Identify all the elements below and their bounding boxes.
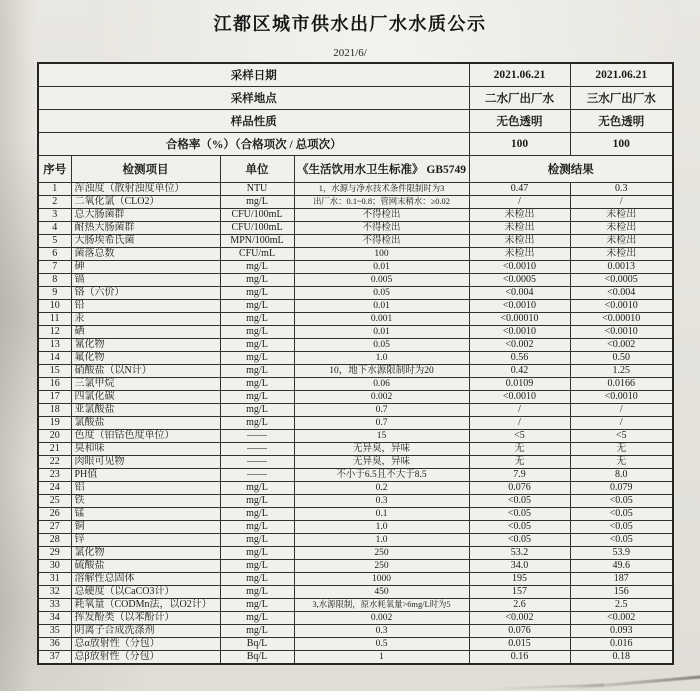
- row-result-plant2: <0.05: [469, 508, 570, 521]
- row-result-plant3: /: [570, 404, 673, 417]
- row-number: 11: [38, 313, 71, 326]
- row-item-name: 砷: [71, 261, 220, 274]
- row-result-plant3: 0.3: [570, 183, 673, 196]
- row-unit: Bq/L: [220, 651, 294, 665]
- row-item-name: 硝酸盐（以N计）: [71, 365, 220, 378]
- table-row: [38, 482, 673, 495]
- table-row: [38, 261, 673, 274]
- row-item-name: 溶解性总固体: [71, 573, 220, 586]
- row-result-plant3: <0.002: [570, 612, 673, 625]
- row-item-name: 总β放射性（分包）: [71, 651, 220, 665]
- row-result-plant2: 未检出: [469, 235, 570, 248]
- row-unit: mg/L: [220, 365, 294, 378]
- row-result-plant3: 0.50: [570, 352, 673, 365]
- row-number: 36: [38, 638, 71, 651]
- row-item-name: 铁: [71, 495, 220, 508]
- row-item-name: 总α放射性（分包）: [71, 638, 220, 651]
- row-unit: Bq/L: [220, 638, 294, 651]
- row-result-plant2: <0.05: [469, 495, 570, 508]
- row-number: 16: [38, 378, 71, 391]
- table-row: [38, 599, 673, 612]
- table-row: [38, 443, 673, 456]
- info-label: 合格率（%）（合格项次 / 总项次）: [38, 133, 469, 156]
- row-result-plant3: <0.05: [570, 508, 673, 521]
- row-result-plant3: 0.016: [570, 638, 673, 651]
- info-value-plant3: 2021.06.21: [570, 63, 673, 87]
- row-result-plant2: 无: [469, 456, 570, 469]
- row-standard: 0.05: [294, 287, 469, 300]
- row-standard: 0.7: [294, 417, 469, 430]
- row-result-plant3: <0.0010: [570, 391, 673, 404]
- row-unit: ——: [220, 443, 294, 456]
- row-result-plant2: <0.05: [469, 534, 570, 547]
- row-item-name: 氰化物: [71, 339, 220, 352]
- row-result-plant2: 0.015: [469, 638, 570, 651]
- row-result-plant2: 7.9: [469, 469, 570, 482]
- row-result-plant2: <5: [469, 430, 570, 443]
- row-standard: 0.002: [294, 612, 469, 625]
- row-standard: 无异臭，异味: [294, 443, 469, 456]
- row-result-plant3: /: [570, 196, 673, 209]
- row-result-plant3: 0.18: [570, 651, 673, 665]
- row-standard: 1: [294, 651, 469, 665]
- table-row: [38, 508, 673, 521]
- scan-edge-shadow: [562, 674, 700, 690]
- row-result-plant3: <0.0005: [570, 274, 673, 287]
- row-standard: 0.2: [294, 482, 469, 495]
- row-number: 3: [38, 209, 71, 222]
- row-standard: 0.06: [294, 378, 469, 391]
- row-item-name: 铬（六价）: [71, 287, 220, 300]
- row-unit: mg/L: [220, 495, 294, 508]
- table-row: [38, 326, 673, 339]
- row-standard: 1.0: [294, 521, 469, 534]
- row-standard: 0.005: [294, 274, 469, 287]
- row-result-plant3: 未检出: [570, 248, 673, 261]
- row-result-plant3: 无: [570, 456, 673, 469]
- water-quality-table: [37, 62, 674, 665]
- row-result-plant3: 49.6: [570, 560, 673, 573]
- row-result-plant2: <0.0005: [469, 274, 570, 287]
- row-standard: 3,水源限制，原水耗氧量>6mg/L时为5: [294, 599, 469, 612]
- row-result-plant3: 53.9: [570, 547, 673, 560]
- row-number: 27: [38, 521, 71, 534]
- row-standard: 250: [294, 547, 469, 560]
- table-row: [38, 456, 673, 469]
- row-standard: 450: [294, 586, 469, 599]
- row-result-plant3: 无: [570, 443, 673, 456]
- table-row: [38, 196, 673, 209]
- table-row: [38, 313, 673, 326]
- row-standard: 1.0: [294, 534, 469, 547]
- row-result-plant3: <0.0010: [570, 300, 673, 313]
- table-row: [38, 404, 673, 417]
- row-item-name: 亚氯酸盐: [71, 404, 220, 417]
- table-row: [38, 625, 673, 638]
- row-number: 12: [38, 326, 71, 339]
- row-standard: 0.7: [294, 404, 469, 417]
- row-number: 19: [38, 417, 71, 430]
- row-number: 28: [38, 534, 71, 547]
- row-item-name: 肉眼可见物: [71, 456, 220, 469]
- row-result-plant2: 0.42: [469, 365, 570, 378]
- row-result-plant3: 未检出: [570, 209, 673, 222]
- row-unit: CFU/100mL: [220, 222, 294, 235]
- row-number: 1: [38, 183, 71, 196]
- row-standard: 0.5: [294, 638, 469, 651]
- table-row: [38, 339, 673, 352]
- row-item-name: 铅: [71, 300, 220, 313]
- table-row: [38, 248, 673, 261]
- table-row: [38, 495, 673, 508]
- header-standard: 《生活饮用水卫生标准》 GB5749: [294, 156, 469, 183]
- row-result-plant2: <0.0010: [469, 391, 570, 404]
- info-row-sampling-date: [38, 63, 673, 87]
- row-result-plant2: <0.004: [469, 287, 570, 300]
- row-unit: mg/L: [220, 599, 294, 612]
- row-result-plant3: <0.05: [570, 521, 673, 534]
- row-unit: MPN/100mL: [220, 235, 294, 248]
- row-unit: mg/L: [220, 482, 294, 495]
- row-result-plant2: 0.56: [469, 352, 570, 365]
- row-unit: mg/L: [220, 547, 294, 560]
- row-standard: 100: [294, 248, 469, 261]
- row-standard: 0.3: [294, 495, 469, 508]
- row-number: 6: [38, 248, 71, 261]
- row-result-plant2: 未检出: [469, 248, 570, 261]
- row-unit: mg/L: [220, 287, 294, 300]
- table-row: [38, 287, 673, 300]
- row-number: 32: [38, 586, 71, 599]
- row-standard: 10，地下水源限制时为20: [294, 365, 469, 378]
- table-row: [38, 417, 673, 430]
- info-row-sample-nature: [38, 110, 673, 133]
- row-number: 21: [38, 443, 71, 456]
- row-standard: 0.01: [294, 326, 469, 339]
- row-standard: 0.01: [294, 261, 469, 274]
- page-title: 江都区城市供水出厂水水质公示: [213, 14, 487, 34]
- row-number: 18: [38, 404, 71, 417]
- header-result: 检测结果: [469, 156, 673, 183]
- row-item-name: 阴离子合成洗涤剂: [71, 625, 220, 638]
- row-unit: mg/L: [220, 326, 294, 339]
- row-item-name: 氯化物: [71, 547, 220, 560]
- header-unit: 单位: [220, 156, 294, 183]
- info-value-plant3: 三水厂出厂水: [570, 87, 673, 110]
- row-number: 31: [38, 573, 71, 586]
- row-result-plant2: <0.0010: [469, 326, 570, 339]
- row-result-plant2: 无: [469, 443, 570, 456]
- row-result-plant2: 157: [469, 586, 570, 599]
- table-row: [38, 573, 673, 586]
- info-value-plant2: 无色透明: [469, 110, 570, 133]
- row-number: 13: [38, 339, 71, 352]
- row-result-plant3: 1.25: [570, 365, 673, 378]
- table-row: [38, 521, 673, 534]
- row-number: 26: [38, 508, 71, 521]
- row-item-name: 锌: [71, 534, 220, 547]
- row-result-plant3: <5: [570, 430, 673, 443]
- row-result-plant3: <0.002: [570, 339, 673, 352]
- row-unit: mg/L: [220, 274, 294, 287]
- row-standard: 不小于6.5且不大于8.5: [294, 469, 469, 482]
- row-unit: mg/L: [220, 625, 294, 638]
- table-row: [38, 560, 673, 573]
- table-row: [38, 235, 673, 248]
- row-item-name: 汞: [71, 313, 220, 326]
- row-item-name: 镉: [71, 274, 220, 287]
- row-number: 17: [38, 391, 71, 404]
- row-item-name: 色度（铂钴色度单位）: [71, 430, 220, 443]
- row-standard: 不得检出: [294, 235, 469, 248]
- row-number: 5: [38, 235, 71, 248]
- row-result-plant2: 2.6: [469, 599, 570, 612]
- row-number: 35: [38, 625, 71, 638]
- row-unit: mg/L: [220, 378, 294, 391]
- info-value-plant3: 无色透明: [570, 110, 673, 133]
- row-item-name: 四氯化碳: [71, 391, 220, 404]
- row-number: 24: [38, 482, 71, 495]
- info-value-plant2: 2021.06.21: [469, 63, 570, 87]
- row-result-plant2: 0.076: [469, 625, 570, 638]
- row-result-plant2: 34.0: [469, 560, 570, 573]
- info-value-plant2: 二水厂出厂水: [469, 87, 570, 110]
- row-unit: mg/L: [220, 508, 294, 521]
- row-standard: 1，水源与净水技术条件限制时为3: [294, 183, 469, 196]
- row-result-plant3: 0.0166: [570, 378, 673, 391]
- row-unit: CFU/100mL: [220, 209, 294, 222]
- row-unit: mg/L: [220, 586, 294, 599]
- row-number: 8: [38, 274, 71, 287]
- row-number: 20: [38, 430, 71, 443]
- row-number: 15: [38, 365, 71, 378]
- row-unit: ——: [220, 430, 294, 443]
- row-result-plant2: <0.0010: [469, 261, 570, 274]
- row-item-name: 菌落总数: [71, 248, 220, 261]
- table-row: [38, 222, 673, 235]
- header-no: 序号: [38, 156, 71, 183]
- row-standard: 0.05: [294, 339, 469, 352]
- row-unit: mg/L: [220, 313, 294, 326]
- row-result-plant2: /: [469, 196, 570, 209]
- row-unit: mg/L: [220, 612, 294, 625]
- row-result-plant2: <0.05: [469, 521, 570, 534]
- row-standard: 无异臭，异味: [294, 456, 469, 469]
- row-unit: mg/L: [220, 573, 294, 586]
- row-result-plant3: <0.004: [570, 287, 673, 300]
- row-result-plant2: 0.076: [469, 482, 570, 495]
- row-result-plant2: /: [469, 404, 570, 417]
- row-item-name: 总硬度（以CaCO3计）: [71, 586, 220, 599]
- row-item-name: 耐热大肠菌群: [71, 222, 220, 235]
- row-result-plant3: 0.093: [570, 625, 673, 638]
- info-label: 采样地点: [38, 87, 469, 110]
- row-standard: 0.3: [294, 625, 469, 638]
- row-item-name: 铝: [71, 482, 220, 495]
- table-row: [38, 378, 673, 391]
- row-result-plant3: 未检出: [570, 235, 673, 248]
- table-row: [38, 534, 673, 547]
- row-result-plant2: 0.47: [469, 183, 570, 196]
- row-standard: 不得检出: [294, 222, 469, 235]
- row-unit: mg/L: [220, 404, 294, 417]
- row-number: 4: [38, 222, 71, 235]
- row-item-name: 二氧化氯（CLO2）: [71, 196, 220, 209]
- table-row: [38, 612, 673, 625]
- row-unit: mg/L: [220, 521, 294, 534]
- row-number: 9: [38, 287, 71, 300]
- row-unit: mg/L: [220, 352, 294, 365]
- row-result-plant2: 0.0109: [469, 378, 570, 391]
- row-result-plant3: 8.0: [570, 469, 673, 482]
- row-unit: mg/L: [220, 417, 294, 430]
- info-row-sampling-location: [38, 87, 673, 110]
- row-standard: 1.0: [294, 352, 469, 365]
- row-result-plant3: 0.079: [570, 482, 673, 495]
- row-result-plant3: <0.05: [570, 534, 673, 547]
- header-item: 检测项目: [71, 156, 220, 183]
- row-number: 2: [38, 196, 71, 209]
- row-item-name: 耗氧量（CODMn法，以O2计）: [71, 599, 220, 612]
- info-row-pass-rate: [38, 133, 673, 156]
- row-result-plant3: 156: [570, 586, 673, 599]
- table-row: [38, 547, 673, 560]
- row-unit: mg/L: [220, 339, 294, 352]
- row-unit: NTU: [220, 183, 294, 196]
- row-standard: 不得检出: [294, 209, 469, 222]
- row-result-plant2: 195: [469, 573, 570, 586]
- row-number: 23: [38, 469, 71, 482]
- row-item-name: 臭和味: [71, 443, 220, 456]
- table-row: [38, 638, 673, 651]
- info-value-plant3: 100: [570, 133, 673, 156]
- row-standard: 0.001: [294, 313, 469, 326]
- row-number: 10: [38, 300, 71, 313]
- row-result-plant3: /: [570, 417, 673, 430]
- row-result-plant3: 0.0013: [570, 261, 673, 274]
- row-result-plant2: <0.002: [469, 612, 570, 625]
- table-body: [38, 63, 673, 664]
- row-unit: mg/L: [220, 560, 294, 573]
- row-standard: 1000: [294, 573, 469, 586]
- row-number: 37: [38, 651, 71, 665]
- row-item-name: 大肠埃希氏菌: [71, 235, 220, 248]
- row-result-plant2: 0.16: [469, 651, 570, 665]
- row-unit: CFU/mL: [220, 248, 294, 261]
- row-result-plant3: 187: [570, 573, 673, 586]
- row-number: 30: [38, 560, 71, 573]
- row-result-plant2: 未检出: [469, 209, 570, 222]
- row-number: 25: [38, 495, 71, 508]
- row-result-plant3: 2.5: [570, 599, 673, 612]
- row-standard: 0.002: [294, 391, 469, 404]
- info-value-plant2: 100: [469, 133, 570, 156]
- row-result-plant2: 53.2: [469, 547, 570, 560]
- row-standard: 0.1: [294, 508, 469, 521]
- row-number: 29: [38, 547, 71, 560]
- row-result-plant2: <0.00010: [469, 313, 570, 326]
- table-row: [38, 365, 673, 378]
- row-result-plant3: <0.0010: [570, 326, 673, 339]
- info-label: 样品性质: [38, 110, 469, 133]
- row-result-plant2: 未检出: [469, 222, 570, 235]
- row-result-plant3: <0.05: [570, 495, 673, 508]
- row-unit: ——: [220, 456, 294, 469]
- row-number: 14: [38, 352, 71, 365]
- row-item-name: 硫酸盐: [71, 560, 220, 573]
- table-row: [38, 209, 673, 222]
- row-item-name: 三氯甲烷: [71, 378, 220, 391]
- row-number: 22: [38, 456, 71, 469]
- row-result-plant2: <0.0010: [469, 300, 570, 313]
- row-number: 34: [38, 612, 71, 625]
- row-standard: 250: [294, 560, 469, 573]
- table-row: [38, 183, 673, 196]
- row-item-name: 总大肠菌群: [71, 209, 220, 222]
- row-item-name: 挥发酚类（以苯酚计）: [71, 612, 220, 625]
- row-standard: 15: [294, 430, 469, 443]
- table-header-row: [38, 156, 673, 183]
- row-unit: mg/L: [220, 196, 294, 209]
- table-row: [38, 430, 673, 443]
- table-row: [38, 391, 673, 404]
- row-unit: mg/L: [220, 534, 294, 547]
- row-item-name: 锰: [71, 508, 220, 521]
- row-standard: 0.01: [294, 300, 469, 313]
- table-row: [38, 469, 673, 482]
- row-unit: ——: [220, 469, 294, 482]
- info-label: 采样日期: [38, 63, 469, 87]
- row-item-name: 氟化物: [71, 352, 220, 365]
- row-item-name: 硒: [71, 326, 220, 339]
- row-result-plant3: 未检出: [570, 222, 673, 235]
- row-unit: mg/L: [220, 300, 294, 313]
- row-unit: mg/L: [220, 391, 294, 404]
- row-number: 7: [38, 261, 71, 274]
- row-unit: mg/L: [220, 261, 294, 274]
- table-row: [38, 300, 673, 313]
- row-item-name: PH值: [71, 469, 220, 482]
- row-item-name: 铜: [71, 521, 220, 534]
- row-result-plant2: <0.002: [469, 339, 570, 352]
- table-row: [38, 651, 673, 665]
- row-result-plant2: /: [469, 417, 570, 430]
- row-result-plant3: <0.00010: [570, 313, 673, 326]
- row-item-name: 氯酸盐: [71, 417, 220, 430]
- table-row: [38, 586, 673, 599]
- table-row: [38, 352, 673, 365]
- table-row: [38, 274, 673, 287]
- row-item-name: 浑浊度（散射浊度单位）: [71, 183, 220, 196]
- row-number: 33: [38, 599, 71, 612]
- page-subtitle: 2021/6/: [333, 47, 367, 59]
- row-standard: 出厂水：0.1~0.8；管网末稍水：≥0.02: [294, 196, 469, 209]
